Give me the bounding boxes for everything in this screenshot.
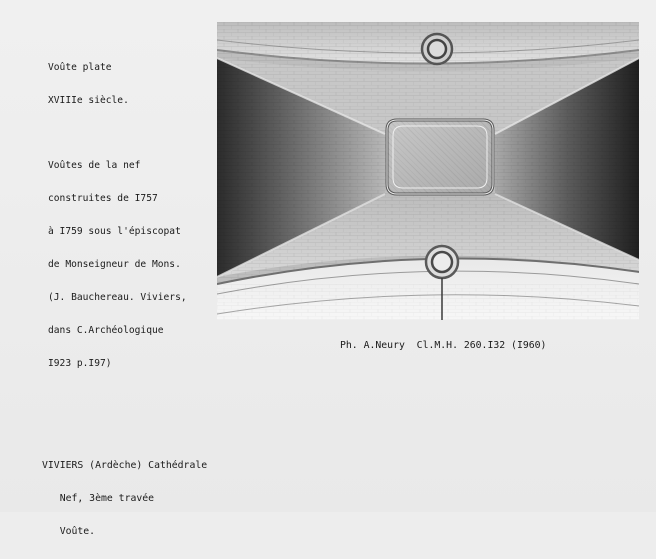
top-note-line: (J. Bauchereau. Viviers, <box>48 292 187 303</box>
top-note-line: Voûtes de la nef <box>48 160 141 171</box>
location-label <box>42 438 207 559</box>
top-note-line <box>48 128 187 138</box>
vault-photograph <box>217 22 639 320</box>
top-medallion <box>422 34 452 64</box>
top-note-line: de Monseigneur de Mons. <box>48 259 181 270</box>
central-cartouche <box>387 120 493 194</box>
location-line: Voûte. <box>42 526 96 537</box>
photo-credit: Ph. A.Neury Cl.M.H. 260.I32 (I960) <box>340 340 547 351</box>
top-note-line: à I759 sous l'épiscopat <box>48 226 181 237</box>
top-note-line: XVIIIe siècle. <box>48 95 129 106</box>
top-note-line: construites de I757 <box>48 193 158 204</box>
top-note-line: I923 p.I97) <box>48 358 112 369</box>
location-line: Nef, 3ème travée <box>42 493 155 504</box>
location-line: VIVIERS (Ardèche) Cathédrale <box>42 460 208 471</box>
top-note-line: dans C.Archéologique <box>48 325 164 336</box>
top-note-line: Voûte plate <box>48 62 112 73</box>
top-note <box>48 40 187 391</box>
